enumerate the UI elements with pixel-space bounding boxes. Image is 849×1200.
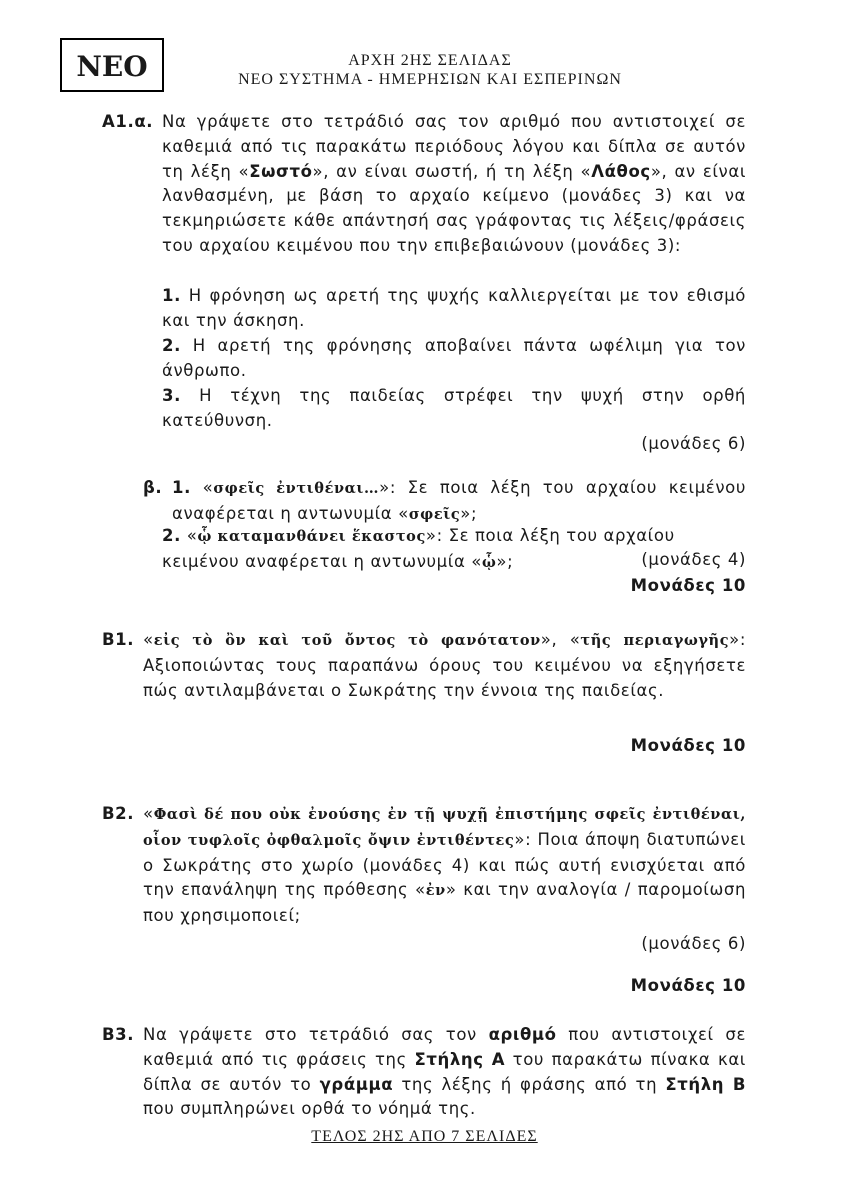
a1a-item-1: 1. Η φρόνηση ως αρετή της ψυχής καλλιεργείται με τον εθισμό και την άσκηση. bbox=[162, 286, 746, 330]
b1-label: Β1. bbox=[102, 630, 135, 649]
a1b-label: β. bbox=[143, 478, 163, 497]
b2-points: (μονάδες 6) bbox=[641, 934, 746, 953]
a1b-total: Μονάδες 10 bbox=[630, 576, 746, 595]
a1a-instructions: Να γράψετε στο τετράδιό σας τον αριθμό που αντιστοιχεί σε καθεμιά από τις παρακάτω περιόδους λόγου και δίπλα σε αυτόν τη λέξη «Σωστό», αν είναι σωστή, ή τη λέξη «Λάθος», αν είναι λανθασμένη, με βάση το αρχαίο κείμενο (μονάδες 3) και να τεκμηριώσετε κάθε απάντησή σας γράφοντας τις λέξεις/φράσεις του αρχαίου κειμένου που την επιβεβαιώνουν (μονάδες 3): bbox=[162, 112, 747, 255]
wrong-word: Λάθος bbox=[591, 161, 651, 181]
b2-total: Μονάδες 10 bbox=[630, 976, 746, 995]
a1a-item-3: 3. Η τέχνη της παιδείας στρέφει την ψυχή στην ορθή κατεύθυνση. bbox=[162, 386, 746, 430]
page-footer: ΤΕΛΟΣ 2ΗΣ ΑΠΟ 7 ΣΕΛΙΔΕΣ bbox=[311, 1128, 538, 1145]
a1b-points: (μονάδες 4) bbox=[641, 550, 746, 569]
b2-question: «Φασὶ δέ που οὐκ ἐνούσης ἐν τῇ ψυχῇ ἐπιστήμης σφεῖς ἐντιθέναι, οἷον τυφλοῖς ὀφθαλμοῖς ὄψιν ἐντιθέντες»: Ποια άποψη διατυπώνει ο Σωκράτης στο χωρίο (μονάδες 4) και πώς αυτή ενισχύεται από την επανάληψη της πρόθεσης «ἐν» και την αναλογία / παρομοίωση που χρησιμοποιεί; bbox=[143, 804, 746, 926]
b1-question: «εἰς τὸ ὂν καὶ τοῦ ὄντος τὸ φανότατον», «τῆς περιαγωγῆς»: Αξιοποιώντας τους παραπάνω όρους του κειμένου να εξηγήσετε πώς αντιλαμβάνεται ο Σωκράτης την έννοια της παιδείας. bbox=[143, 630, 746, 700]
b2-label: Β2. bbox=[102, 804, 135, 823]
a1a-label: Α1.α. bbox=[102, 112, 154, 131]
header-line-1: ΑΡΧΗ 2ΗΣ ΣΕΛΙΔΑΣ bbox=[348, 52, 512, 69]
neo-badge: ΝΕΟ bbox=[60, 38, 164, 92]
header-line-2: ΝΕΟ ΣΥΣΤΗΜΑ - ΗΜΕΡΗΣΙΩΝ ΚΑΙ ΕΣΠΕΡΙΝΩΝ bbox=[238, 71, 622, 88]
correct-word: Σωστό bbox=[249, 161, 313, 181]
b1-total: Μονάδες 10 bbox=[630, 736, 746, 755]
a1a-points: (μονάδες 6) bbox=[641, 434, 746, 453]
b3-label: Β3. bbox=[102, 1025, 135, 1044]
b3-question: Να γράψετε στο τετράδιό σας τον αριθμό που αντιστοιχεί σε καθεμιά από τις φράσεις της Στήλης Α του παρακάτω πίνακα και δίπλα σε αυτόν το γράμμα της λέξης ή φράσης από τη Στήλη Β που συμπληρώνει ορθά το νόημά της. bbox=[143, 1025, 746, 1119]
a1a-item-2: 2. Η αρετή της φρόνησης αποβαίνει πάντα ωφέλιμη για τον άνθρωπο. bbox=[162, 336, 746, 380]
a1b-question-1: 1. «σφεῖς ἐντιθέναι…»: Σε ποια λέξη του αρχαίου κειμένου αναφέρεται η αντωνυμία «σφεῖς»; bbox=[172, 478, 746, 523]
a1b-question-2: 2. «ᾧ καταμανθάνει ἕκαστος»: Σε ποια λέξη του αρχαίου κειμένου αναφέρεται η αντωνυμία «ᾧ»; bbox=[162, 526, 675, 571]
